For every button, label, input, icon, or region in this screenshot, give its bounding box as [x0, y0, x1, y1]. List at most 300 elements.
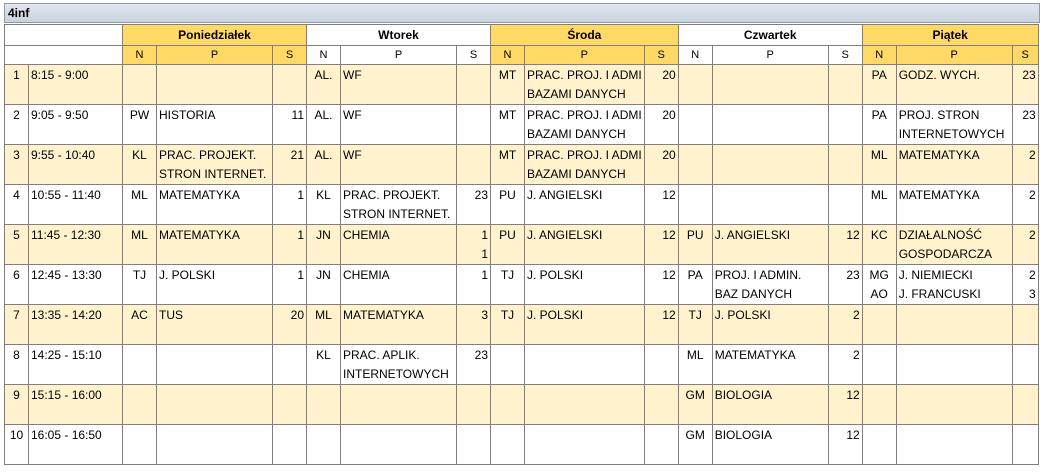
subject-name: WF — [343, 108, 362, 122]
subject-name: CHEMIA — [343, 228, 390, 242]
subheader-friday-n: N — [862, 46, 896, 65]
thursday-subject-name-cell — [712, 305, 828, 345]
friday-room-number-cell — [1012, 105, 1038, 145]
wednesday-teacher-code-cell — [491, 65, 525, 105]
thursday-teacher-code-cell — [678, 145, 712, 185]
teacher-code — [309, 245, 338, 264]
teacher-code: JN — [316, 268, 331, 282]
teacher-code: GM — [685, 428, 705, 442]
table-row — [5, 345, 1039, 385]
tuesday-subject-name-cell — [341, 385, 457, 425]
room-number — [459, 365, 488, 384]
teacher-code: TJ — [132, 268, 147, 282]
teacher-code: PU — [499, 228, 516, 242]
friday-teacher-code-cell — [862, 425, 896, 465]
table-row — [5, 305, 1039, 345]
monday-subject-name-cell — [157, 225, 273, 265]
room-number: 12 — [846, 228, 860, 242]
friday-subject-name-cell — [896, 345, 1012, 385]
friday-teacher-code-cell — [862, 385, 896, 425]
tuesday-room-number-cell — [457, 345, 491, 385]
thursday-teacher-code-cell — [678, 345, 712, 385]
thursday-room-number-cell — [828, 345, 862, 385]
thursday-teacher-code-cell — [678, 225, 712, 265]
subject-name: PROJ. I ADMIN. — [714, 268, 802, 282]
subject-name: J. ANGIELSKI — [527, 188, 603, 202]
wednesday-teacher-code-cell — [491, 385, 525, 425]
teacher-code: KL — [316, 348, 331, 362]
monday-subject-name-cell — [157, 425, 273, 465]
period-number: 2 — [5, 105, 29, 145]
teacher-code: ML — [870, 148, 888, 162]
subject-name: STRON INTERNET. — [343, 207, 451, 221]
tuesday-teacher-code-cell — [307, 65, 341, 105]
friday-subject-name-cell — [896, 305, 1012, 345]
tuesday-teacher-code-cell — [307, 185, 341, 225]
teacher-code: PW — [129, 108, 150, 122]
tuesday-teacher-code-cell — [307, 105, 341, 145]
period-number: 10 — [5, 425, 29, 465]
wednesday-teacher-code-cell — [491, 425, 525, 465]
subject-name: INTERNETOWYCH — [898, 127, 1005, 141]
subheader-thursday-p: P — [712, 46, 828, 65]
friday-room-number-cell — [1012, 305, 1038, 345]
teacher-code: KL — [316, 188, 331, 202]
tuesday-subject-name-cell — [341, 305, 457, 345]
thursday-subject-name-cell — [712, 145, 828, 185]
thursday-teacher-code-cell — [678, 265, 712, 305]
thursday-teacher-code-cell — [678, 305, 712, 345]
period-number: 1 — [5, 65, 29, 105]
subject-name: PRAC. PROJ. I ADMI — [527, 68, 642, 82]
subheader-friday-p: P — [896, 46, 1012, 65]
period-time: 16:05 - 16:50 — [29, 425, 123, 465]
monday-teacher-code-cell — [123, 425, 157, 465]
subject-name: BAZAMI DANYCH — [527, 127, 626, 141]
wednesday-teacher-code-cell — [491, 345, 525, 385]
room-number: 3 — [481, 308, 488, 322]
wednesday-subject-name-cell — [525, 65, 645, 105]
tuesday-teacher-code-cell — [307, 345, 341, 385]
thursday-subject-name-cell — [712, 385, 828, 425]
monday-subject-name-cell — [157, 145, 273, 185]
monday-teacher-code-cell — [123, 225, 157, 265]
thursday-room-number-cell — [828, 65, 862, 105]
timetable — [4, 24, 1039, 465]
tuesday-subject-name-cell — [341, 265, 457, 305]
room-number: 21 — [290, 148, 304, 162]
monday-room-number-cell — [273, 225, 307, 265]
tuesday-room-number-cell — [457, 145, 491, 185]
monday-room-number-cell — [273, 425, 307, 465]
day-header-friday: Piątek — [862, 25, 1038, 46]
friday-teacher-code-cell — [862, 65, 896, 105]
room-number: 20 — [290, 308, 304, 322]
thursday-room-number-cell — [828, 425, 862, 465]
room-number: 1 — [297, 268, 304, 282]
teacher-code: ML — [870, 188, 888, 202]
subheader-wednesday-s: S — [644, 46, 678, 65]
monday-room-number-cell — [273, 145, 307, 185]
teacher-code — [493, 125, 522, 144]
friday-teacher-code-cell — [862, 225, 896, 265]
wednesday-subject-name-cell — [525, 185, 645, 225]
subject-name: WF — [343, 68, 362, 82]
table-row — [5, 385, 1039, 425]
tuesday-teacher-code-cell — [307, 305, 341, 345]
teacher-code: KL — [132, 148, 147, 162]
teacher-code: MT — [498, 68, 517, 82]
friday-subject-name-cell — [896, 425, 1012, 465]
friday-subject-name-cell — [896, 385, 1012, 425]
wednesday-room-number-cell — [644, 225, 678, 265]
subject-name: J. POLSKI — [159, 268, 216, 282]
subject-name: GODZ. WYCH. — [898, 68, 981, 82]
subject-name: WF — [343, 148, 362, 162]
teacher-code: JN — [316, 228, 331, 242]
wednesday-teacher-code-cell — [491, 145, 525, 185]
monday-room-number-cell — [273, 265, 307, 305]
wednesday-room-number-cell — [644, 105, 678, 145]
table-row — [5, 265, 1039, 305]
room-number: 2 — [853, 348, 860, 362]
teacher-code: MG — [869, 268, 889, 282]
wednesday-subject-name-cell — [525, 305, 645, 345]
thursday-subject-name-cell — [712, 265, 828, 305]
subject-name: STRON INTERNET. — [159, 167, 267, 181]
friday-room-number-cell — [1012, 345, 1038, 385]
friday-subject-name-cell — [896, 105, 1012, 145]
teacher-code — [681, 285, 710, 304]
tuesday-subject-name-cell — [341, 185, 457, 225]
subject-name: MATEMATYKA — [898, 148, 980, 162]
monday-subject-name-cell — [157, 305, 273, 345]
teacher-code: TJ — [688, 308, 702, 322]
table-row — [5, 185, 1039, 225]
friday-teacher-code-cell — [862, 145, 896, 185]
subheader-monday-n: N — [123, 46, 157, 65]
room-number: 1 — [481, 268, 488, 282]
table-row — [5, 65, 1039, 105]
subject-name: BIOLOGIA — [714, 388, 773, 402]
wednesday-subject-name-cell — [525, 105, 645, 145]
teacher-code: GM — [685, 388, 705, 402]
subject-name: J. FRANCUSKI — [898, 287, 981, 301]
tuesday-teacher-code-cell — [307, 225, 341, 265]
teacher-code: MT — [498, 108, 517, 122]
subject-name: J. POLSKI — [527, 308, 584, 322]
wednesday-room-number-cell — [644, 345, 678, 385]
monday-room-number-cell — [273, 345, 307, 385]
room-number: 1 — [481, 247, 488, 261]
period-time: 9:55 - 10:40 — [29, 145, 123, 185]
monday-subject-name-cell — [157, 65, 273, 105]
friday-teacher-code-cell — [862, 265, 896, 305]
teacher-code — [309, 365, 338, 384]
teacher-code: ML — [315, 308, 332, 322]
subject-name: GOSPODARCZA — [898, 247, 993, 261]
subheader-monday-p: P — [157, 46, 273, 65]
room-number: 11 — [291, 108, 304, 122]
wednesday-room-number-cell — [644, 185, 678, 225]
room-number: 1 — [297, 228, 304, 242]
tuesday-teacher-code-cell — [307, 145, 341, 185]
table-row — [5, 225, 1039, 265]
monday-teacher-code-cell — [123, 185, 157, 225]
teacher-code: AO — [870, 287, 888, 301]
thursday-room-number-cell — [828, 265, 862, 305]
monday-teacher-code-cell — [123, 385, 157, 425]
thursday-room-number-cell — [828, 145, 862, 185]
subject-name: BAZ DANYCH — [714, 287, 793, 301]
wednesday-room-number-cell — [644, 385, 678, 425]
day-header-wednesday: Środa — [491, 25, 679, 46]
wednesday-subject-name-cell — [525, 385, 645, 425]
teacher-code — [493, 85, 522, 104]
room-number — [1015, 245, 1036, 264]
room-number — [459, 66, 488, 85]
period-time: 15:15 - 16:00 — [29, 385, 123, 425]
monday-subject-name-cell — [157, 385, 273, 425]
room-number: 2 — [1029, 188, 1036, 202]
room-number — [275, 165, 304, 184]
wednesday-subject-name-cell — [525, 345, 645, 385]
wednesday-teacher-code-cell — [491, 225, 525, 265]
day-header-tuesday: Wtorek — [307, 25, 491, 46]
monday-room-number-cell — [273, 185, 307, 225]
period-time: 9:05 - 9:50 — [29, 105, 123, 145]
teacher-code: ML — [131, 228, 148, 242]
wednesday-teacher-code-cell — [491, 105, 525, 145]
subject-name: PRAC. PROJEKT. — [159, 148, 257, 162]
subject-name: J. ANGIELSKI — [527, 228, 603, 242]
tuesday-teacher-code-cell — [307, 265, 341, 305]
room-number: 20 — [662, 68, 676, 82]
room-number: 23 — [1022, 108, 1036, 122]
thursday-subject-name-cell — [712, 185, 828, 225]
period-number: 6 — [5, 265, 29, 305]
wednesday-room-number-cell — [644, 305, 678, 345]
friday-subject-name-cell — [896, 185, 1012, 225]
monday-room-number-cell — [273, 305, 307, 345]
subject-name: MATEMATYKA — [343, 308, 424, 322]
period-time: 10:55 - 11:40 — [29, 185, 123, 225]
thursday-room-number-cell — [828, 225, 862, 265]
tuesday-room-number-cell — [457, 305, 491, 345]
teacher-code: KC — [870, 228, 888, 242]
wednesday-subject-name-cell — [525, 225, 645, 265]
room-number: 12 — [662, 308, 676, 322]
room-number: 23 — [1022, 68, 1036, 82]
friday-subject-name-cell — [896, 265, 1012, 305]
monday-room-number-cell — [273, 105, 307, 145]
room-number — [459, 106, 488, 125]
tuesday-subject-name-cell — [341, 65, 457, 105]
room-number: 12 — [846, 428, 860, 442]
subject-name: DZIAŁALNOŚĆ — [898, 228, 983, 242]
subject-name: J. ANGIELSKI — [714, 228, 791, 242]
room-number: 2 — [853, 308, 860, 322]
subheader-wednesday-n: N — [491, 46, 525, 65]
subject-name: MATEMATYKA — [714, 348, 796, 362]
wednesday-room-number-cell — [644, 265, 678, 305]
teacher-code: ML — [131, 188, 148, 202]
teacher-code: AL. — [314, 148, 333, 162]
teacher-code: ML — [686, 348, 704, 362]
teacher-code: PA — [687, 268, 703, 282]
teacher-code — [309, 205, 338, 224]
teacher-code — [865, 245, 894, 264]
teacher-code: AL. — [314, 108, 333, 122]
tuesday-room-number-cell — [457, 425, 491, 465]
room-number: 23 — [846, 268, 860, 282]
thursday-room-number-cell — [828, 105, 862, 145]
wednesday-room-number-cell — [644, 65, 678, 105]
wednesday-room-number-cell — [644, 145, 678, 185]
monday-teacher-code-cell — [123, 305, 157, 345]
monday-subject-name-cell — [157, 265, 273, 305]
thursday-subject-name-cell — [712, 425, 828, 465]
monday-teacher-code-cell — [123, 105, 157, 145]
wednesday-subject-name-cell — [525, 425, 645, 465]
monday-subject-name-cell — [157, 105, 273, 145]
friday-teacher-code-cell — [862, 345, 896, 385]
subject-name: CHEMIA — [343, 268, 390, 282]
subheader-monday-s: S — [273, 46, 307, 65]
thursday-room-number-cell — [828, 385, 862, 425]
teacher-code — [493, 165, 522, 184]
friday-room-number-cell — [1012, 225, 1038, 265]
subject-name: PROJ. STRON — [898, 108, 980, 122]
wednesday-room-number-cell — [644, 425, 678, 465]
teacher-code: PA — [871, 68, 887, 82]
friday-teacher-code-cell — [862, 185, 896, 225]
room-number: 12 — [662, 228, 676, 242]
thursday-room-number-cell — [828, 305, 862, 345]
subject-name: PRAC. APLIK. — [343, 348, 420, 362]
subject-name: MATEMATYKA — [159, 228, 240, 242]
friday-teacher-code-cell — [862, 105, 896, 145]
subject-name: BIOLOGIA — [714, 428, 773, 442]
room-number — [647, 85, 676, 104]
friday-room-number-cell — [1012, 385, 1038, 425]
thursday-room-number-cell — [828, 185, 862, 225]
teacher-code: MT — [498, 148, 517, 162]
room-number: 12 — [662, 188, 676, 202]
period-number: 5 — [5, 225, 29, 265]
period-time: 11:45 - 12:30 — [29, 225, 123, 265]
subject-name: PRAC. PROJ. I ADMI — [527, 108, 642, 122]
tuesday-room-number-cell — [457, 185, 491, 225]
tuesday-subject-name-cell — [341, 345, 457, 385]
day-header-monday: Poniedziałek — [123, 25, 307, 46]
subject-name: J. NIEMIECKI — [898, 268, 973, 282]
subject-name: PRAC. PROJEKT. — [343, 188, 441, 202]
thursday-teacher-code-cell — [678, 185, 712, 225]
subheader-tuesday-p: P — [341, 46, 457, 65]
teacher-code: PA — [871, 108, 887, 122]
thursday-subject-name-cell — [712, 225, 828, 265]
subject-name: PRAC. PROJ. I ADMI — [527, 148, 642, 162]
friday-teacher-code-cell — [862, 305, 896, 345]
tuesday-subject-name-cell — [341, 425, 457, 465]
room-number: 20 — [662, 148, 676, 162]
corner-cell — [5, 25, 123, 46]
period-time: 12:45 - 13:30 — [29, 265, 123, 305]
table-row — [5, 105, 1039, 145]
friday-subject-name-cell — [896, 65, 1012, 105]
wednesday-subject-name-cell — [525, 265, 645, 305]
room-number: 2 — [1029, 148, 1036, 162]
teacher-code — [125, 165, 154, 184]
subject-name: TUS — [159, 308, 183, 322]
room-number: 12 — [662, 268, 676, 282]
room-number: 2 — [1029, 228, 1036, 242]
period-number: 9 — [5, 385, 29, 425]
subject-name: J. POLSKI — [527, 268, 584, 282]
subject-name: BAZAMI DANYCH — [527, 87, 626, 101]
tuesday-room-number-cell — [457, 65, 491, 105]
room-number — [647, 125, 676, 144]
monday-teacher-code-cell — [123, 65, 157, 105]
timetable-sheet — [2, 1, 1042, 471]
thursday-subject-name-cell — [712, 65, 828, 105]
friday-room-number-cell — [1012, 425, 1038, 465]
monday-teacher-code-cell — [123, 265, 157, 305]
subheader-friday-s: S — [1012, 46, 1038, 65]
tuesday-subject-name-cell — [341, 145, 457, 185]
period-number: 8 — [5, 345, 29, 385]
wednesday-teacher-code-cell — [491, 305, 525, 345]
room-number — [459, 146, 488, 165]
room-number: 20 — [662, 108, 676, 122]
subject-name: BAZAMI DANYCH — [527, 167, 626, 181]
room-number: 2 — [1029, 268, 1036, 282]
room-number — [647, 165, 676, 184]
subject-name: MATEMATYKA — [159, 188, 240, 202]
sheet-title: 4inf — [4, 3, 1040, 23]
teacher-code: PU — [686, 228, 704, 242]
room-number — [459, 205, 488, 224]
room-number: 12 — [846, 388, 860, 402]
room-number: 1 — [297, 188, 304, 202]
room-number: 23 — [474, 188, 488, 202]
thursday-teacher-code-cell — [678, 385, 712, 425]
subheader-thursday-n: N — [678, 46, 712, 65]
period-time: 8:15 - 9:00 — [29, 65, 123, 105]
period-number: 7 — [5, 305, 29, 345]
wednesday-teacher-code-cell — [491, 265, 525, 305]
wednesday-teacher-code-cell — [491, 185, 525, 225]
wednesday-subject-name-cell — [525, 145, 645, 185]
tuesday-room-number-cell — [457, 385, 491, 425]
period-number: 4 — [5, 185, 29, 225]
monday-subject-name-cell — [157, 185, 273, 225]
teacher-code: PU — [499, 188, 516, 202]
subject-name: J. POLSKI — [714, 308, 771, 322]
teacher-code — [865, 125, 894, 144]
teacher-code: AL. — [314, 68, 333, 82]
teacher-code: AC — [131, 308, 148, 322]
period-time: 13:35 - 14:20 — [29, 305, 123, 345]
room-number — [831, 285, 860, 304]
period-number: 3 — [5, 145, 29, 185]
teacher-code: TJ — [500, 268, 515, 282]
tuesday-teacher-code-cell — [307, 385, 341, 425]
thursday-subject-name-cell — [712, 345, 828, 385]
friday-subject-name-cell — [896, 225, 1012, 265]
monday-subject-name-cell — [157, 345, 273, 385]
